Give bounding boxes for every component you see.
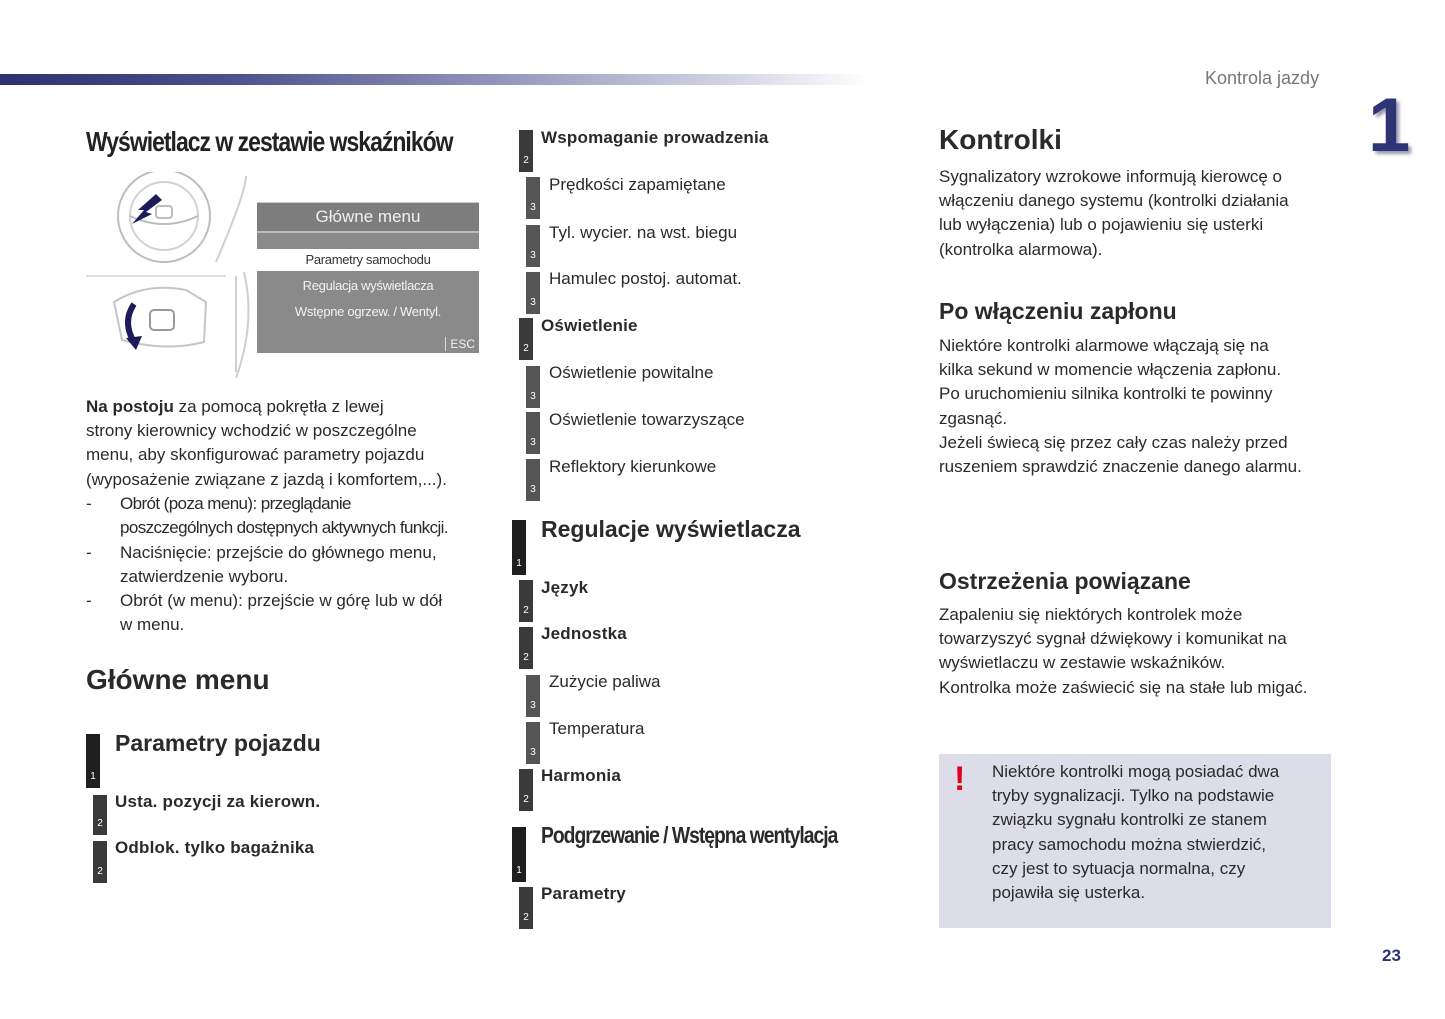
ostrzezenia-paragraph bbox=[939, 603, 1339, 700]
level-badge: 1 bbox=[512, 520, 526, 575]
level-badge: 2 bbox=[519, 769, 533, 811]
level-badge: 2 bbox=[93, 841, 107, 883]
exclamation-icon: ! bbox=[954, 760, 966, 798]
level-badge: 3 bbox=[526, 366, 540, 408]
text-line: czy jest to sytuacja normalna, czy bbox=[992, 858, 1246, 878]
text-line: (kontrolka alarmowa). bbox=[939, 239, 1103, 259]
bullet-line: poszczególnych dostępnych aktywnych funkcji. bbox=[120, 518, 448, 538]
screen-title: Główne menu bbox=[257, 203, 479, 233]
ostrzezenia-title: Ostrzeżenia powiązane bbox=[939, 568, 1191, 594]
screen-item: Wstępne ogrzew. / Wentyl. bbox=[294, 304, 442, 319]
text-line: towarzyszyć sygnał dźwiękowy i komunikat na bbox=[939, 629, 1287, 649]
level-badge: 2 bbox=[93, 795, 107, 835]
intro-paragraph bbox=[86, 395, 486, 492]
bullet-dash: - bbox=[86, 494, 92, 513]
text-line: związku sygnału kontrolki ze stanem bbox=[992, 810, 1267, 830]
text-line: Zapaleniu się niektórych kontrolek może bbox=[939, 605, 1243, 624]
intro-line: za pomocą pokrętła z lewej bbox=[173, 397, 384, 416]
intro-line: strony kierownicy wchodzić w poszczególne bbox=[86, 421, 417, 441]
display-section-title: Wyświetlacz w zestawie wskaźników bbox=[86, 126, 453, 157]
level-badge: 2 bbox=[519, 887, 533, 929]
menu-level1-title: Regulacje wyświetlacza bbox=[541, 516, 801, 542]
level-badge: 3 bbox=[526, 177, 540, 219]
bullet-line: Obrót (poza menu): przeglądanie bbox=[120, 494, 351, 513]
page-number: 23 bbox=[1382, 946, 1401, 965]
steering-wheel-icon bbox=[86, 172, 249, 378]
menu-level3-item: Prędkości zapamiętane bbox=[549, 175, 726, 194]
menu-level3-item: Oświetlenie towarzyszące bbox=[549, 410, 745, 429]
menu-level3-item: Hamulec postoj. automat. bbox=[549, 269, 742, 288]
text-line: lub wyłączenia) lub o pojawieniu się usterki bbox=[939, 215, 1264, 235]
level-badge: 3 bbox=[526, 272, 540, 314]
zaplon-paragraph bbox=[939, 334, 1339, 479]
menu-level2-item: Język bbox=[541, 578, 589, 597]
text-line: wyświetlaczu w zestawie wskaźników. bbox=[939, 653, 1226, 673]
menu-level3-item: Oświetlenie powitalne bbox=[549, 363, 714, 382]
menu-level1-title: Podgrzewanie / Wstępna wentylacja bbox=[541, 822, 838, 848]
screen-esc-label: ESC bbox=[445, 337, 475, 351]
text-line: ruszeniem sprawdzić znaczenie danego alarmu. bbox=[939, 457, 1302, 477]
text-line: pracy samochodu można stwierdzić, bbox=[992, 834, 1267, 854]
text-line: Po uruchomieniu silnika kontrolki te powinny bbox=[939, 384, 1273, 404]
section-header: Kontrola jazdy bbox=[1205, 68, 1320, 88]
text-line: Kontrolka może zaświecić się na stałe lub migać. bbox=[939, 677, 1308, 697]
text-line: Niektóre kontrolki alarmowe włączają się na bbox=[939, 336, 1269, 355]
menu-level2-item: Wspomaganie prowadzenia bbox=[541, 128, 769, 147]
menu-level3-item: Zużycie paliwa bbox=[549, 672, 661, 691]
level-badge: 2 bbox=[519, 580, 533, 622]
warning-text bbox=[992, 760, 1322, 905]
intro-line: menu, aby skonfigurować parametry pojazdu bbox=[86, 445, 425, 465]
bullet-dash: - bbox=[86, 591, 92, 610]
bullet-line: zatwierdzenie wyboru. bbox=[120, 567, 289, 587]
menu-level2-item: Parametry bbox=[541, 884, 626, 903]
menu-level2-item: Harmonia bbox=[541, 766, 622, 785]
text-line: Niektóre kontrolki mogą posiadać dwa bbox=[992, 762, 1280, 781]
level-badge: 3 bbox=[526, 722, 540, 764]
menu-level1-title: Parametry pojazdu bbox=[115, 730, 321, 756]
level-badge: 2 bbox=[519, 627, 533, 669]
level-badge: 3 bbox=[526, 459, 540, 501]
text-line: Sygnalizatory wzrokowe informują kierowcę o bbox=[939, 167, 1282, 186]
bullet-line: Naciśnięcie: przejście do głównego menu, bbox=[120, 543, 437, 562]
level-badge: 2 bbox=[519, 130, 533, 172]
menu-level2-item: Usta. pozycji za kierown. bbox=[115, 792, 321, 811]
level-badge: 2 bbox=[519, 318, 533, 360]
bullet-line: Obrót (w menu): przejście w górę lub w dół bbox=[120, 591, 443, 610]
text-line: zgasnąć. bbox=[939, 408, 1008, 428]
intro-bold: Na postoju bbox=[86, 397, 174, 416]
text-line: tryby sygnalizacji. Tylko na podstawie bbox=[992, 786, 1275, 806]
bullet-dash: - bbox=[86, 543, 92, 562]
menu-level2-item: Oświetlenie bbox=[541, 316, 638, 335]
menu-level2-item: Jednostka bbox=[541, 624, 627, 643]
chapter-number: 1 bbox=[1368, 83, 1411, 168]
text-line: Jeżeli świecą się przez cały czas należy przed bbox=[939, 432, 1288, 452]
intro-line: (wyposażenie związane z jazdą i komfortem,...). bbox=[86, 469, 447, 489]
level-badge: 3 bbox=[526, 225, 540, 267]
level-badge: 3 bbox=[526, 675, 540, 717]
text-line: pojawiła się usterka. bbox=[992, 883, 1146, 903]
kontrolki-paragraph bbox=[939, 165, 1339, 262]
menu-level2-item: Odblok. tylko bagażnika bbox=[115, 838, 315, 857]
main-menu-title: Główne menu bbox=[86, 664, 270, 695]
level-badge: 3 bbox=[526, 412, 540, 454]
menu-level3-item: Tyl. wycier. na wst. biegu bbox=[549, 223, 738, 242]
bullet-line: w menu. bbox=[120, 615, 185, 635]
menu-level3-item: Temperatura bbox=[549, 719, 645, 738]
dashboard-screen bbox=[257, 202, 479, 353]
arrow-down-left-icon bbox=[132, 194, 162, 224]
screen-item: Regulacja wyświetlacza bbox=[302, 278, 434, 293]
text-line: kilka sekund w momencie włączenia zapłonu. bbox=[939, 360, 1282, 380]
warning-box bbox=[939, 754, 1331, 928]
level-badge: 1 bbox=[86, 734, 100, 788]
zaplon-title: Po włączeniu zapłonu bbox=[939, 298, 1177, 324]
kontrolki-title: Kontrolki bbox=[939, 124, 1062, 155]
screen-item-selected: Parametry samochodu bbox=[257, 249, 479, 271]
text-line: włączeniu danego systemu (kontrolki działania bbox=[939, 191, 1289, 211]
level-badge: 1 bbox=[512, 827, 526, 882]
header-gradient-bar bbox=[0, 74, 870, 85]
menu-level3-item: Reflektory kierunkowe bbox=[549, 457, 717, 476]
